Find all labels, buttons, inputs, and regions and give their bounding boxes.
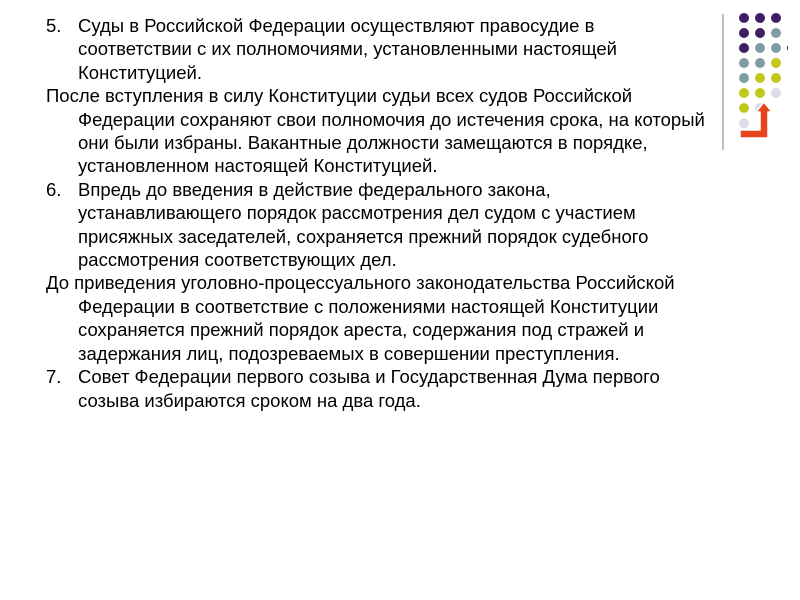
dot [771, 43, 781, 53]
dot [739, 43, 749, 53]
dot [755, 28, 765, 38]
dot [787, 43, 788, 53]
dot [739, 88, 749, 98]
paragraph-number: 7. [46, 366, 62, 388]
paragraph-6-continued [46, 271, 706, 365]
slide-body [46, 14, 706, 412]
paragraph-7 [46, 365, 706, 412]
paragraph-text: Совет Федерации первого созыва и Государственная Дума первого созыва избираются сроком на два года. [78, 366, 660, 411]
dot [771, 13, 781, 23]
dot [771, 73, 781, 83]
dot [755, 43, 765, 53]
dot [755, 58, 765, 68]
paragraph-text: Впредь до введения в действие федерального закона, устанавливающего порядок рассмотрения дел судом с участием присяжных заседателей, сохраняется прежний порядок судебного рассмотрения соответствующих дел. [78, 178, 649, 271]
dot [739, 13, 749, 23]
paragraph-text: После вступления в силу Конституции судьи всех судов Российской Федерации сохраняют свои полномочия до истечения срока, на который они были избраны. Вакантные должности замещаются в порядке, установленном настоящей Конституцией. [46, 85, 705, 177]
dot [739, 58, 749, 68]
dot [755, 13, 765, 23]
paragraph-5 [46, 14, 706, 84]
paragraph-5-continued [46, 84, 706, 178]
dot [739, 28, 749, 38]
decorative-divider-line [722, 14, 724, 150]
paragraph-number: 5. [46, 15, 62, 36]
dot [771, 28, 781, 38]
paragraph-6 [46, 178, 706, 272]
paragraph-number: 6. [46, 178, 62, 200]
dot [755, 73, 765, 83]
paragraph-text: Суды в Российской Федерации осуществляют правосудие в соответствии с их полномочиями, установленными настоящей Конституцией. [78, 15, 617, 83]
dot [755, 88, 765, 98]
dot [771, 88, 781, 98]
dot [771, 58, 781, 68]
dot [739, 73, 749, 83]
return-arrow-icon[interactable] [738, 100, 772, 140]
paragraph-text: До приведения уголовно-процессуального законодательства Российской Федерации в соответствие с положениями настоящей Конституции сохраняется прежний порядок ареста, содержания под стражей и задержания лиц, подозреваемых в совершении преступления. [46, 272, 675, 364]
